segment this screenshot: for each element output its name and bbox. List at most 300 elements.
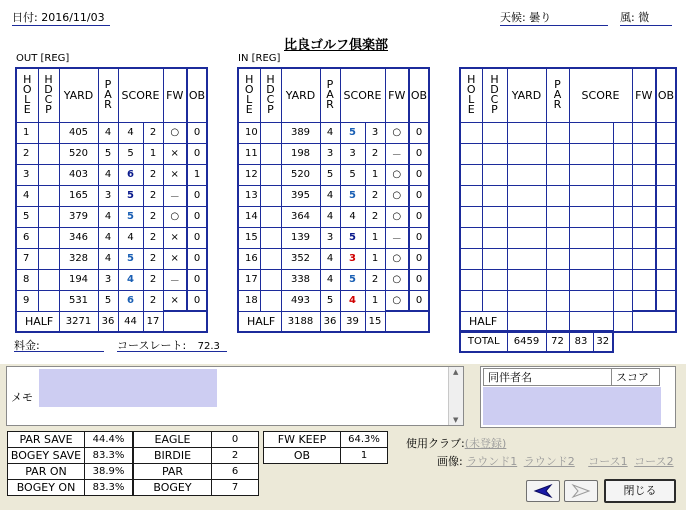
close-button[interactable]: 閉じる [604, 479, 676, 503]
hole-hdcp [260, 164, 281, 185]
image-round2-link[interactable]: ラウンド2 [523, 455, 575, 468]
hole-fairway: ○ [385, 290, 409, 311]
hole-fairway [632, 206, 656, 227]
hole-yard: 165 [59, 185, 98, 206]
next-arrow-icon [565, 481, 597, 501]
hole-row [16, 248, 207, 269]
hole-score [569, 206, 613, 227]
score-column-header: SCORE [340, 68, 385, 122]
companions-list[interactable] [480, 366, 676, 428]
hole-ob: 0 [409, 164, 429, 185]
stat-label: OB [264, 448, 341, 464]
hole-ob [656, 269, 676, 290]
hole-fairway [632, 269, 656, 290]
weather-label: 天候: 曇り [500, 10, 608, 26]
hole-putts: 2 [365, 185, 385, 206]
hole-yard [507, 269, 546, 290]
image-round1-link[interactable]: ラウンド1 [466, 455, 518, 468]
hole-yard: 379 [59, 206, 98, 227]
half-putts: 15 [365, 311, 385, 332]
total-par: 72 [546, 331, 569, 352]
hole-score: 5 [118, 206, 143, 227]
hole-row [16, 143, 207, 164]
hole-column-header: H O L E [238, 68, 260, 122]
hole-row [238, 269, 429, 290]
hole-par: 4 [320, 122, 340, 143]
images-row [437, 453, 674, 469]
half-yard: 3188 [281, 311, 320, 332]
half-blank [632, 311, 676, 332]
hole-yard [507, 290, 546, 311]
hole-number [460, 185, 482, 206]
hole-putts: 1 [143, 143, 163, 164]
stat-row [264, 432, 388, 448]
hole-number: 10 [238, 122, 260, 143]
hole-yard: 328 [59, 248, 98, 269]
stat-value: 7 [212, 480, 259, 496]
hole-par: 4 [98, 164, 118, 185]
hole-hdcp [482, 185, 507, 206]
hole-hdcp [482, 269, 507, 290]
hole-number: 18 [238, 290, 260, 311]
hole-hdcp [38, 122, 59, 143]
hole-fairway: ○ [163, 122, 187, 143]
hole-par [546, 164, 569, 185]
hole-par: 4 [98, 206, 118, 227]
total-row-table [459, 330, 614, 353]
hole-par: 4 [320, 248, 340, 269]
hole-ob: 0 [409, 290, 429, 311]
hdcp-column-header: H D C P [482, 68, 507, 122]
hole-fairway: ○ [385, 185, 409, 206]
memo-text-area[interactable] [39, 369, 217, 407]
scroll-down-icon[interactable]: ▼ [453, 416, 459, 424]
image-course2-link[interactable]: コース2 [634, 455, 674, 468]
hole-row [238, 206, 429, 227]
hole-putts: 3 [365, 122, 385, 143]
hole-fairway [632, 143, 656, 164]
prev-arrow-icon [527, 481, 559, 501]
half-label: HALF [16, 311, 59, 332]
hole-ob: 0 [187, 143, 207, 164]
hole-number: 3 [16, 164, 38, 185]
date-label: 日付: 2016/11/03 [12, 10, 110, 26]
hole-score [569, 269, 613, 290]
hole-score: 4 [340, 206, 365, 227]
stat-value: 44.4% [85, 432, 133, 448]
hole-ob: 0 [409, 227, 429, 248]
hole-number: 11 [238, 143, 260, 164]
hole-hdcp [38, 206, 59, 227]
previous-button[interactable] [526, 480, 560, 502]
empty-hole-row [460, 122, 676, 143]
hole-score [569, 164, 613, 185]
clubs-label: 使用クラブ: [406, 437, 465, 450]
total-label: TOTAL [460, 331, 507, 352]
hole-hdcp [482, 206, 507, 227]
hole-hdcp [38, 269, 59, 290]
stats-rates-table [7, 431, 133, 496]
hole-hdcp [38, 143, 59, 164]
hole-column-header: H O L E [16, 68, 38, 122]
hole-score: 5 [118, 185, 143, 206]
hole-score [569, 185, 613, 206]
hole-par: 5 [320, 290, 340, 311]
stat-row [134, 448, 259, 464]
scroll-up-icon[interactable]: ▲ [453, 368, 459, 376]
half-par: 36 [98, 311, 118, 332]
hole-hdcp [482, 164, 507, 185]
hole-putts: 1 [365, 248, 385, 269]
hole-row [16, 185, 207, 206]
stat-value: 64.3% [341, 432, 388, 448]
hole-putts [613, 290, 632, 311]
hole-score: 5 [340, 122, 365, 143]
hole-score [569, 248, 613, 269]
next-button[interactable] [564, 480, 598, 502]
empty-hole-row [460, 269, 676, 290]
hole-fairway: × [163, 290, 187, 311]
total-yard: 6459 [507, 331, 546, 352]
hole-ob [656, 122, 676, 143]
hole-putts [613, 143, 632, 164]
hole-ob: 0 [187, 227, 207, 248]
stat-row [8, 448, 133, 464]
companion-score-header[interactable]: スコア [612, 369, 660, 386]
hole-putts: 2 [143, 164, 163, 185]
hole-hdcp [260, 269, 281, 290]
memo-box[interactable] [6, 366, 464, 426]
stat-label: BIRDIE [134, 448, 212, 464]
fee-label: 料金: [14, 339, 40, 352]
hole-hdcp [260, 248, 281, 269]
empty-hole-row [460, 206, 676, 227]
hole-yard [507, 122, 546, 143]
hole-yard: 364 [281, 206, 320, 227]
hole-hdcp [482, 290, 507, 311]
hole-yard: 405 [59, 122, 98, 143]
empty-hole-row [460, 143, 676, 164]
par-column-header: P A R [546, 68, 569, 122]
stat-row [8, 432, 133, 448]
hole-yard [507, 227, 546, 248]
hole-fairway [632, 290, 656, 311]
hole-number [460, 227, 482, 248]
hole-putts: 1 [365, 290, 385, 311]
hole-row [238, 185, 429, 206]
hole-yard [507, 206, 546, 227]
hole-par: 3 [98, 269, 118, 290]
image-course1-link[interactable]: コース1 [588, 455, 628, 468]
hole-par: 4 [320, 269, 340, 290]
hole-number [460, 290, 482, 311]
hole-putts: 2 [143, 206, 163, 227]
hole-hdcp [38, 290, 59, 311]
hole-par [546, 185, 569, 206]
hole-score: 3 [340, 143, 365, 164]
in-half-row [238, 311, 429, 332]
half-score: 44 [118, 311, 143, 332]
hole-ob: 0 [187, 185, 207, 206]
course-rate-value: 72.3 [197, 341, 220, 352]
hole-yard: 389 [281, 122, 320, 143]
hole-yard: 520 [59, 143, 98, 164]
hole-par: 3 [98, 185, 118, 206]
ob-column-header: OB [656, 68, 676, 122]
fee-field [14, 337, 104, 352]
hole-score: 4 [340, 290, 365, 311]
stat-row [8, 480, 133, 496]
hole-score: 6 [118, 290, 143, 311]
half-yard [507, 311, 546, 332]
hole-yard: 338 [281, 269, 320, 290]
hole-fairway: × [163, 248, 187, 269]
extra-header-row [460, 68, 676, 122]
hole-hdcp [38, 248, 59, 269]
hole-fairway: ○ [385, 164, 409, 185]
total-putts: 32 [593, 331, 613, 352]
hdcp-column-header: H D C P [260, 68, 281, 122]
hole-putts [613, 269, 632, 290]
hdcp-column-header: H D C P [38, 68, 59, 122]
hole-ob: 0 [187, 206, 207, 227]
hole-yard: 194 [59, 269, 98, 290]
hole-fairway: － [163, 269, 187, 290]
hole-number [460, 269, 482, 290]
stat-row [264, 448, 388, 464]
hole-score [569, 290, 613, 311]
ob-column-header: OB [187, 68, 207, 122]
hole-par: 4 [320, 185, 340, 206]
hole-number [460, 164, 482, 185]
hole-column-header: H O L E [460, 68, 482, 122]
hole-fairway: ○ [385, 269, 409, 290]
hole-number: 14 [238, 206, 260, 227]
clubs-link[interactable]: (未登録) [464, 437, 507, 450]
hole-score: 3 [340, 248, 365, 269]
hole-putts: 2 [143, 227, 163, 248]
hole-ob [656, 248, 676, 269]
hole-yard [507, 164, 546, 185]
hole-hdcp [260, 227, 281, 248]
hole-row [16, 164, 207, 185]
half-putts: 17 [143, 311, 163, 332]
stat-label: BOGEY SAVE [8, 448, 85, 464]
ob-column-header: OB [409, 68, 429, 122]
hole-yard: 198 [281, 143, 320, 164]
yard-column-header: YARD [281, 68, 320, 122]
hole-number: 4 [16, 185, 38, 206]
fw-column-header: FW [163, 68, 187, 122]
hole-ob: 0 [409, 248, 429, 269]
hole-ob [656, 164, 676, 185]
hole-yard: 352 [281, 248, 320, 269]
hole-par [546, 122, 569, 143]
half-par: 36 [320, 311, 340, 332]
hole-number: 8 [16, 269, 38, 290]
stat-label: EAGLE [134, 432, 212, 448]
hole-fairway [632, 185, 656, 206]
empty-hole-row [460, 185, 676, 206]
hole-number [460, 143, 482, 164]
hole-putts [613, 164, 632, 185]
hole-par: 4 [98, 248, 118, 269]
hole-hdcp [38, 164, 59, 185]
hole-putts: 2 [143, 269, 163, 290]
hole-score: 4 [118, 269, 143, 290]
half-label: HALF [238, 311, 281, 332]
hole-par: 3 [320, 227, 340, 248]
hole-fairway [632, 122, 656, 143]
stats-counts-table [133, 431, 259, 496]
stat-row [134, 464, 259, 480]
in-header-row [238, 68, 429, 122]
hole-row [16, 227, 207, 248]
hole-hdcp [260, 206, 281, 227]
score-column-header: SCORE [569, 68, 632, 122]
stat-value: 0 [212, 432, 259, 448]
hole-fairway: × [163, 164, 187, 185]
stat-label: PAR [134, 464, 212, 480]
hole-putts [613, 227, 632, 248]
hole-ob: 0 [187, 248, 207, 269]
hole-ob [656, 185, 676, 206]
hole-ob [656, 290, 676, 311]
in-caption: IN [REG] [238, 53, 281, 64]
hole-yard: 403 [59, 164, 98, 185]
hole-fairway: － [385, 227, 409, 248]
hole-fairway: ○ [385, 122, 409, 143]
hole-par: 5 [98, 290, 118, 311]
out-header-row [16, 68, 207, 122]
hole-par [546, 206, 569, 227]
hole-par [546, 143, 569, 164]
hole-score: 5 [340, 269, 365, 290]
hole-row [16, 122, 207, 143]
memo-scrollbar[interactable] [448, 367, 463, 425]
hole-score: 5 [118, 143, 143, 164]
yard-column-header: YARD [507, 68, 546, 122]
hole-putts: 2 [365, 269, 385, 290]
hole-score: 4 [118, 227, 143, 248]
hole-ob: 0 [187, 122, 207, 143]
hole-yard: 395 [281, 185, 320, 206]
hole-ob: 0 [409, 269, 429, 290]
hole-number: 7 [16, 248, 38, 269]
stat-label: FW KEEP [264, 432, 341, 448]
hole-putts: 2 [143, 122, 163, 143]
empty-hole-row [460, 248, 676, 269]
stat-value: 38.9% [85, 464, 133, 480]
extra-half-row [460, 311, 676, 332]
out-caption: OUT [REG] [16, 53, 70, 64]
hole-score: 5 [340, 227, 365, 248]
hole-hdcp [482, 122, 507, 143]
hole-par [546, 269, 569, 290]
hole-par: 3 [320, 143, 340, 164]
stat-value: 6 [212, 464, 259, 480]
course-rate-label: コースレート: [117, 339, 187, 352]
stat-value: 1 [341, 448, 388, 464]
memo-label: メモ [11, 391, 33, 404]
stat-row [8, 464, 133, 480]
hole-row [238, 290, 429, 311]
hole-ob: 0 [409, 122, 429, 143]
stat-label: BOGEY [134, 480, 212, 496]
hole-fairway: × [163, 227, 187, 248]
hole-putts [613, 206, 632, 227]
course-rate-field [117, 337, 227, 352]
clubs-row [406, 435, 506, 451]
hole-score [569, 143, 613, 164]
wind-label: 風: 微 [620, 10, 672, 26]
hole-fairway [632, 227, 656, 248]
yard-column-header: YARD [59, 68, 98, 122]
hole-ob: 1 [187, 164, 207, 185]
hole-hdcp [260, 185, 281, 206]
hole-row [238, 122, 429, 143]
hole-row [16, 269, 207, 290]
hole-fairway: ○ [385, 206, 409, 227]
hole-par: 4 [320, 206, 340, 227]
hole-par: 5 [320, 164, 340, 185]
hole-row [238, 227, 429, 248]
half-score: 39 [340, 311, 365, 332]
hole-number: 16 [238, 248, 260, 269]
hole-ob [656, 227, 676, 248]
half-putts [613, 311, 632, 332]
fw-column-header: FW [632, 68, 656, 122]
stat-value: 83.3% [85, 448, 133, 464]
hole-par: 4 [98, 227, 118, 248]
hole-par [546, 227, 569, 248]
hole-ob: 0 [187, 290, 207, 311]
hole-yard [507, 185, 546, 206]
hole-number: 6 [16, 227, 38, 248]
hole-fairway: － [385, 143, 409, 164]
hole-hdcp [482, 227, 507, 248]
hole-fairway: － [163, 185, 187, 206]
par-column-header: P A R [320, 68, 340, 122]
stat-label: BOGEY ON [8, 480, 85, 496]
companions-area[interactable] [483, 387, 661, 425]
hole-putts: 1 [365, 227, 385, 248]
fw-column-header: FW [385, 68, 409, 122]
hole-number: 9 [16, 290, 38, 311]
hole-score [569, 227, 613, 248]
lower-panel [0, 364, 686, 510]
hole-fairway [632, 248, 656, 269]
hole-ob [656, 206, 676, 227]
hole-score: 5 [340, 185, 365, 206]
hole-yard [507, 143, 546, 164]
half-yard: 3271 [59, 311, 98, 332]
hole-number [460, 206, 482, 227]
hole-putts [613, 122, 632, 143]
stats-fw-table [263, 431, 388, 464]
hole-number [460, 248, 482, 269]
hole-number [460, 122, 482, 143]
hole-hdcp [260, 290, 281, 311]
companion-name-header[interactable]: 同伴者名 [484, 369, 612, 386]
hole-yard: 346 [59, 227, 98, 248]
hole-ob: 0 [187, 269, 207, 290]
hole-ob [656, 143, 676, 164]
stat-label: PAR SAVE [8, 432, 85, 448]
hole-number: 15 [238, 227, 260, 248]
stat-row [134, 432, 259, 448]
hole-hdcp [482, 143, 507, 164]
